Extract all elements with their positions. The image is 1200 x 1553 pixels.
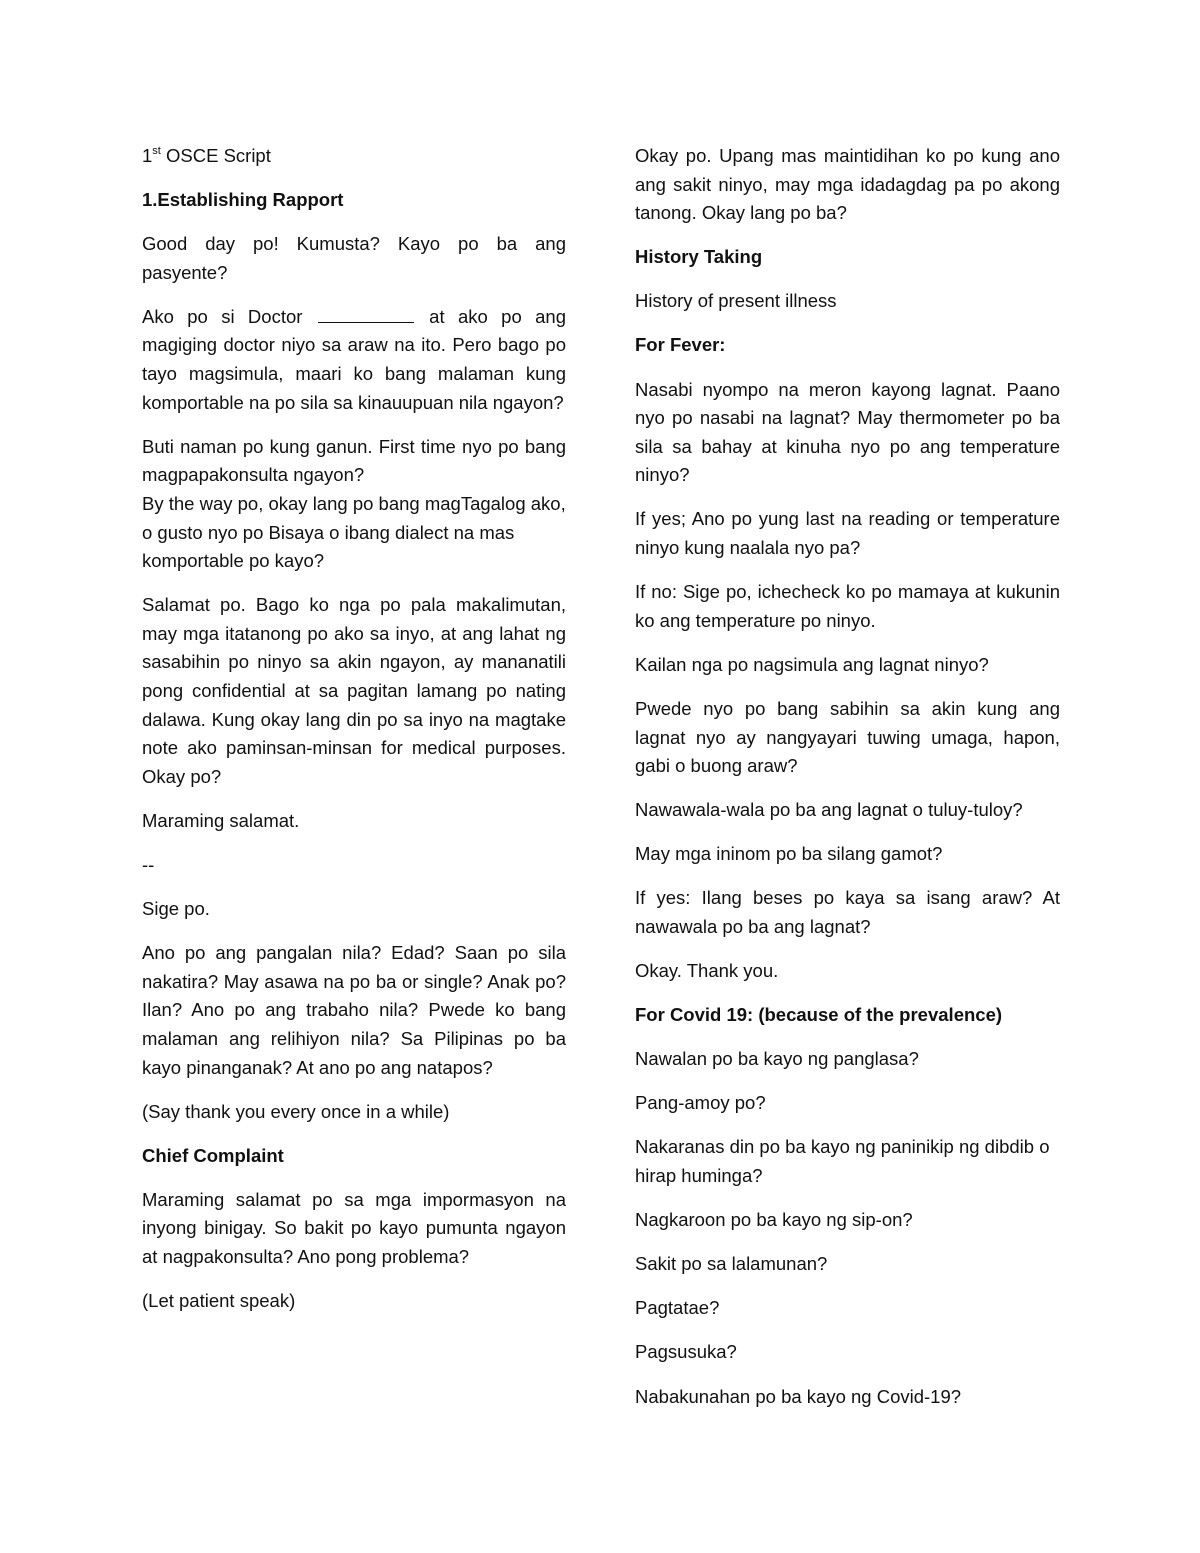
paragraph: Nagkaroon po ba kayo ng sip-on? [635,1209,913,1231]
left-column [142,142,566,1331]
paragraph: Maraming salamat po sa mga impormasyon na inyong binigay. So bakit po kayo pumunta ngayon at nagpakonsulta? Ano pong problema? [142,1188,566,1267]
heading-history-taking: History Taking [635,246,763,268]
heading-establishing-rapport: 1.Establishing Rapport [142,189,344,211]
paragraph-confidentiality: Salamat po. Bago ko nga po pala makalimutan, may mga itatanong po ako sa inyo, at ang lahat ng sasabihin po ninyo sa akin ngayon, ay mananatili pong confidential at sa pagitan lamang po nating dalawa. Kung okay lang din po sa inyo na magtake note ako paminsan-minsan for medical purposes. Okay po? [142,594,566,787]
paragraph: Okay po. Upang mas maintidihan ko po kung ano ang sakit ninyo, may mga idadagdag pa po akong tanong. Okay lang po ba? [635,145,1060,224]
intro-after-blank: at ako po ang magiging doctor niyo sa araw na ito. Pero bago po tayo magsimula, maari ko bang malaman kung komportable na po sila sa kinauupuan nila ngayon? [142,305,566,413]
paragraph-note: (Say thank you every once in a while) [142,1100,450,1122]
paragraph: History of present illness [635,290,837,312]
paragraph: Pagtatae? [635,1297,720,1319]
paragraph: Maraming salamat. [142,809,300,831]
paragraph: Sige po. [142,898,210,920]
paragraph-personal-questions: Ano po ang pangalan nila? Edad? Saan po sila nakatira? May asawa na po ba or single? Anak po? Ilan? Ano po ang trabaho nila? Pwede ko bang malaman ang relihiyon nila? Sa Pilipinas po ba kayo pinanganak? At ano po ang natapos? [142,942,566,1078]
title-text: OSCE Script [160,145,271,166]
paragraph: By the way po, okay lang po bang magTagalog ako, o gusto nyo po Bisaya o ibang dialect na mas komportable po kayo? [142,492,566,572]
name-blank-line [318,321,414,323]
heading-for-covid: For Covid 19: (because of the prevalence) [635,1004,1003,1026]
title-number: 1 [142,145,153,166]
title-superscript: st [152,144,161,157]
paragraph: Pagsusuka? [635,1341,737,1363]
paragraph: Pwede nyo po bang sabihin sa akin kung ang lagnat nyo ay nangyayari tuwing umaga, hapon, gabi o buong araw? [635,697,1060,777]
intro-before-blank: Ako po si Doctor [142,305,303,327]
paragraph: If yes; Ano po yung last na reading or temperature ninyo kung naalala nyo pa? [635,508,1060,559]
paragraph: Kailan nga po nagsimula ang lagnat ninyo? [635,653,989,675]
paragraph: Nasabi nyompo na meron kayong lagnat. Paano nyo po nasabi na lagnat? May thermometer po ba sila sa bahay at kinuha nyo po ang temperature ninyo? [635,378,1060,486]
paragraph-note: (Let patient speak) [142,1290,296,1312]
paragraph: If no: Sige po, ichecheck ko po mamaya at kukunin ko ang temperature po ninyo. [635,581,1060,631]
paragraph: Nabakunahan po ba kayo ng Covid-19? [635,1385,962,1407]
paragraph: Sakit po sa lalamunan? [635,1253,828,1275]
heading-chief-complaint: Chief Complaint [142,1144,284,1166]
paragraph: Nawalan po ba kayo ng panglasa? [635,1048,919,1070]
separator-dashes: -- [142,853,155,875]
paragraph: Good day po! Kumusta? Kayo po ba ang pasyente? [142,233,566,283]
paragraph: Nakaranas din po ba kayo ng paninikip ng dibdib o hirap huminga? [635,1136,1050,1187]
heading-for-fever: For Fever: [635,334,726,356]
paragraph: Buti naman po kung ganun. First time nyo po bang magpapakonsulta ngayon? [142,435,566,486]
paragraph: If yes: Ilang beses po kaya sa isang araw? At nawawala po ba ang lagnat? [635,887,1060,937]
paragraph: Pang-amoy po? [635,1092,766,1114]
paragraph: Okay. Thank you. [635,960,779,982]
paragraph: Nawawala-wala po ba ang lagnat o tuluy-tuloy? [635,799,1023,821]
paragraph: May mga ininom po ba silang gamot? [635,843,943,865]
document-title [142,142,566,171]
paragraph-doctor-intro [142,303,566,417]
right-column [635,142,1060,1427]
